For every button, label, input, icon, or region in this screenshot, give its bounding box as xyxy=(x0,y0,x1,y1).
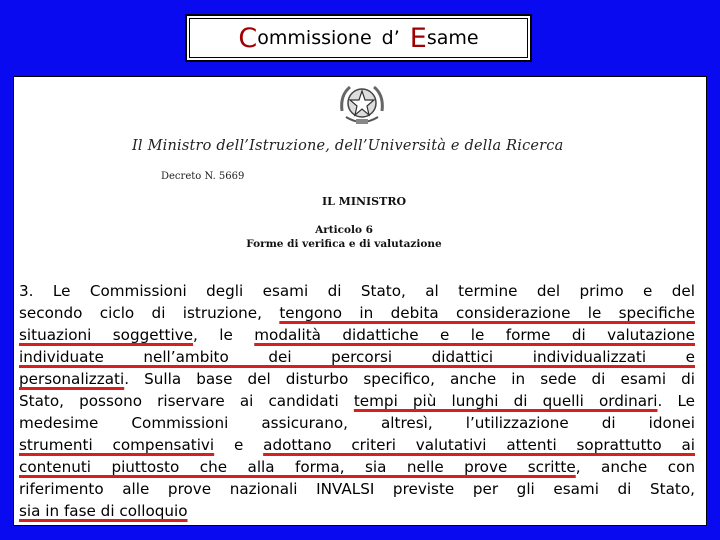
paragraph-line: personalizzati. Sulla base del disturbo specifico, anche in sede di esami di xyxy=(19,370,695,388)
paragraph-line: situazioni soggettive, le modalità didattiche e le forme di valutazione xyxy=(19,326,696,344)
highlighted-phrase: modalità didattiche e le forme di valutazione xyxy=(254,326,696,344)
slide-title xyxy=(185,14,532,62)
highlighted-phrase: situazioni soggettive xyxy=(19,326,194,344)
highlighted-phrase: sia in fase di colloquio xyxy=(19,502,188,520)
title-word-ommissione: ommissione xyxy=(257,26,372,49)
highlighted-phrase: contenuti piuttosto che alla forma, sia nelle prove scritte xyxy=(19,458,576,476)
title-initial-e: E xyxy=(409,22,427,54)
title-word-d: d’ xyxy=(381,26,400,49)
ministry-header: Il Ministro dell’Istruzione, dell’Università e della Ricerca xyxy=(132,138,564,154)
minister-heading: IL MINISTRO xyxy=(321,195,407,208)
highlighted-phrase: tempi più lunghi di quelli ordinari xyxy=(353,392,658,410)
article-paragraph xyxy=(19,280,695,522)
paragraph-line: riferimento alle prove nazionali INVALSI previste per gli esami di Stato, xyxy=(19,480,695,498)
highlighted-phrase: adottano criteri valutativi attenti soprattutto ai xyxy=(263,436,695,454)
paragraph-line: Stato, possono riservare ai candidati tempi più lunghi di quelli ordinari. Le xyxy=(19,392,695,410)
paragraph-line: medesime Commissioni assicurano, altresì, l’utilizzazione di idonei xyxy=(19,414,695,432)
italian-republic-emblem-icon xyxy=(336,81,388,129)
paragraph-line: 3. Le Commissioni degli esami di Stato, al termine del primo e del xyxy=(19,282,695,300)
highlighted-phrase: tengono in debita considerazione le specifiche xyxy=(279,304,695,322)
paragraph-line: secondo ciclo di istruzione, tengono in debita considerazione le specifiche xyxy=(19,304,695,322)
article-number: Articolo 6 xyxy=(315,224,373,236)
highlighted-phrase: strumenti compensativi xyxy=(19,436,215,454)
highlighted-phrase: individuate nell’ambito dei percorsi didattici individualizzati e xyxy=(19,348,695,366)
document-excerpt xyxy=(13,76,707,526)
paragraph-line: strumenti compensativi e adottano criteri valutativi attenti soprattutto ai xyxy=(19,436,695,454)
title-word-same: same xyxy=(426,26,479,49)
paragraph-line xyxy=(19,346,695,368)
article-title: Forme di verifica e di valutazione xyxy=(246,238,442,250)
paragraph-line xyxy=(19,500,695,522)
title-initial-c: C xyxy=(238,22,258,54)
decree-number: Decreto N. 5669 xyxy=(161,171,245,182)
paragraph-line: contenuti piuttosto che alla forma, sia nelle prove scritte, anche con xyxy=(19,458,695,476)
highlighted-phrase: personalizzati xyxy=(19,370,125,388)
